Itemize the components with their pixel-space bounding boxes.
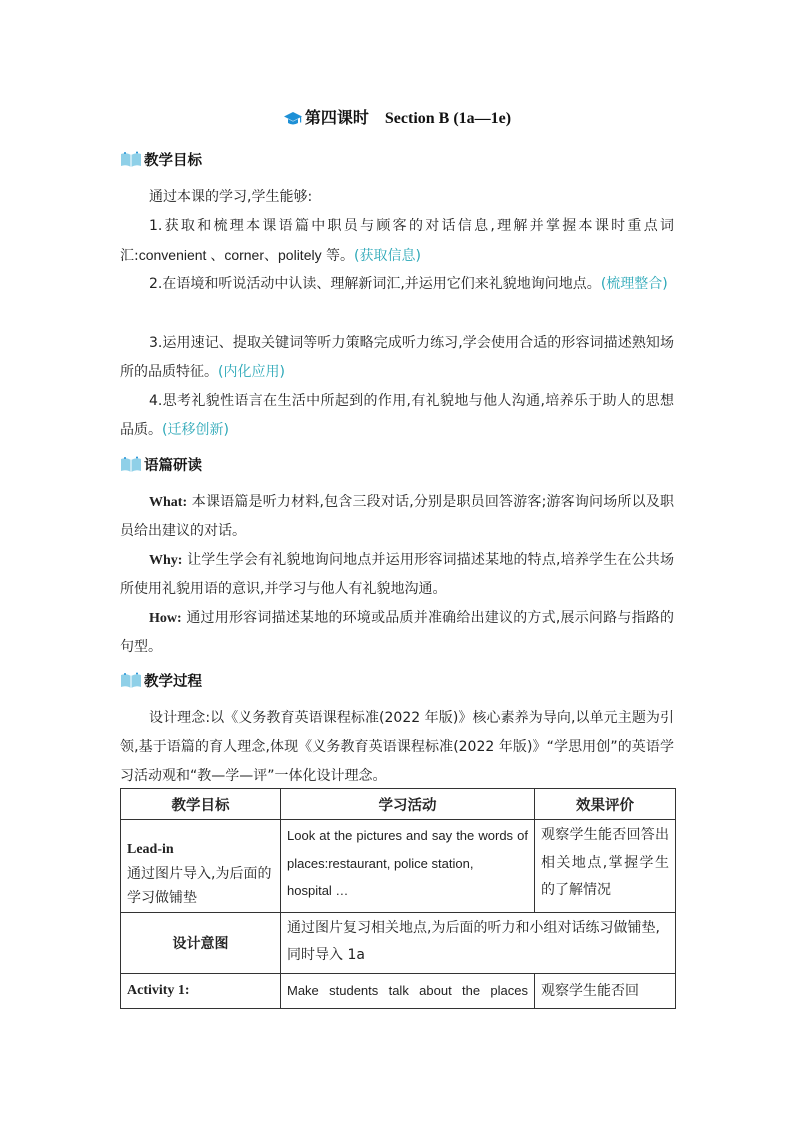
table-header: 教学目标	[121, 789, 281, 820]
open-book-icon	[120, 671, 142, 689]
section-heading-reading: 语篇研读	[120, 453, 202, 475]
reading-why: Why: 让学生学会有礼貌地询问地点并运用形容词描述某地的特点,培养学生在公共场所使用礼貌用语的意识,并学习与他人有礼貌地沟通。	[120, 552, 674, 597]
table-row	[121, 974, 676, 1009]
reading-how: How: 通过用形容词描述某地的环境或品质并准确给出建议的方式,展示问路与指路的句型。	[120, 610, 674, 655]
table-cell-goal: Lead-in 通过图片导入,为后面的学习做铺垫	[121, 820, 281, 913]
lesson-title-main: 第四课时	[304, 108, 369, 127]
table-header: 学习活动	[281, 789, 535, 820]
table-cell-goal: Activity 1:	[121, 974, 281, 1009]
lesson-title	[0, 106, 794, 134]
table-row	[121, 820, 676, 913]
goal-item-3: 3.运用速记、提取关键词等听力策略完成听力练习,学会使用合适的形容词描述熟知场所的品质特征。(内化应用)	[120, 335, 674, 380]
table-cell-evaluation: 观察学生能否回	[535, 974, 676, 1009]
table-header-row	[121, 789, 676, 820]
lesson-title-section: Section B (1a—1e)	[384, 110, 512, 127]
goals-intro: 通过本课的学习,学生能够:	[149, 189, 313, 205]
section-heading-process: 教学过程	[120, 669, 202, 691]
section-heading-goals: 教学目标	[120, 148, 202, 170]
process-intro: 设计理念:以《义务教育英语课程标准(2022 年版)》核心素养为导向,以单元主题为引领,基于语篇的育人理念,体现《义务教育英语课程标准(2022 年版)》“学思用创”的英语学习活动观和“教—学—评”一体化设计理念。	[120, 710, 674, 784]
goal-item-4: 4.思考礼貌性语言在生活中所起到的作用,有礼貌地与他人沟通,培养乐于助人的思想品质。(迁移创新)	[120, 393, 674, 438]
table-row	[121, 913, 676, 974]
lesson-plan-table	[120, 788, 676, 1009]
table-cell-intent: 通过图片复习相关地点,为后面的听力和小组对话练习做铺垫,同时导入 1a	[281, 913, 676, 974]
open-book-icon	[120, 455, 142, 473]
reading-what: What: 本课语篇是听力材料,包含三段对话,分别是职员回答游客;游客询问场所以及职员给出建议的对话。	[120, 494, 674, 539]
goal-item-2: 2.在语境和听说活动中认读、理解新词汇,并运用它们来礼貌地询问地点。(梳理整合)	[149, 276, 668, 292]
table-cell-activity: Make students talk about the places	[281, 974, 535, 1009]
table-cell-intent-label: 设计意图	[121, 913, 281, 974]
table-cell-activity: Look at the pictures and say the words of places:restaurant, police station, hospital …	[281, 820, 535, 913]
goal-item-1: 1.获取和梳理本课语篇中职员与顾客的对话信息,理解并掌握本课时重点词汇:convenient 、corner、politely 等。(获取信息)	[120, 218, 674, 264]
table-cell-evaluation: 观察学生能否回答出相关地点,掌握学生的了解情况	[535, 820, 676, 913]
open-book-icon	[120, 150, 142, 168]
table-header: 效果评价	[535, 789, 676, 820]
graduation-cap-icon	[283, 110, 303, 134]
